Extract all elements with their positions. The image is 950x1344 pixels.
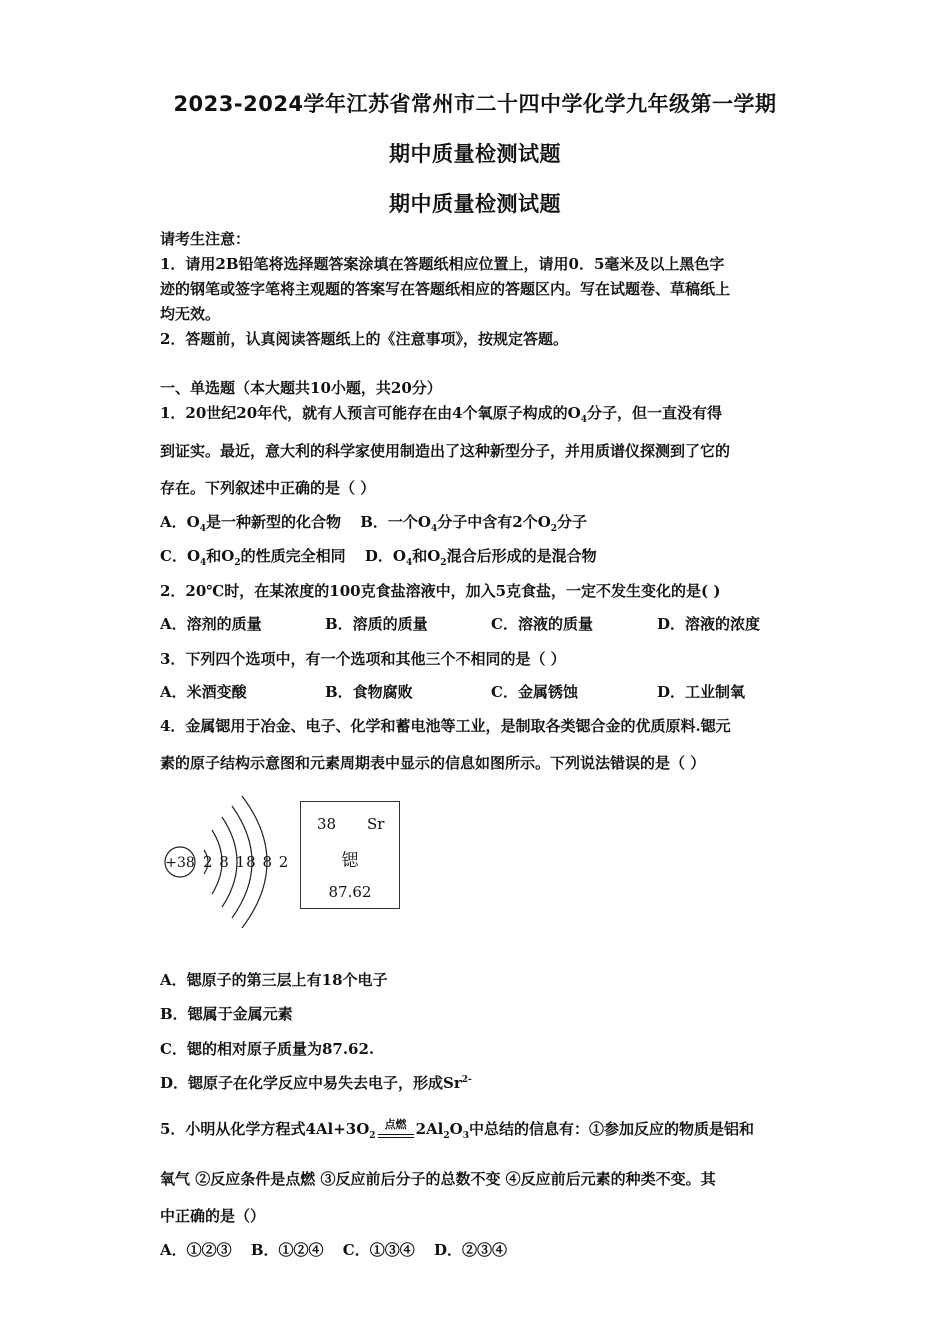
periodic-table-cell-strontium	[300, 801, 400, 909]
q4-option-b: B．锶属于金属元素	[160, 1005, 293, 1023]
section-heading: 一、单选题（本大题共10小题，共20分）	[160, 379, 442, 397]
exam-title-line3: 期中质量检测试题	[389, 192, 561, 216]
notice-item1-line2: 迹的钢笔或签字笔将主观题的答案写在答题纸相应的答题区内。写在试题卷、草稿纸上	[160, 280, 731, 298]
q1-option-c: C．$O_4$和$O_2$的性质完全相同	[160, 547, 346, 568]
q2-option-c: C．溶液的质量	[491, 615, 593, 633]
notice-item1-line3: 均无效。	[160, 305, 221, 323]
q1-option-b: B．一个$O_4$分子中含有2个$O_2$分子	[360, 513, 588, 534]
q3-option-c: C．金属锈蚀	[491, 683, 578, 701]
q5-stem-line3: 中正确的是（）	[160, 1207, 266, 1225]
q5-stem-line1: 5．小明从化学方程式$4Al+3O_2$ 点燃 $2Al_2O_3$中总结的信息有：①参加反应的物质是铝和	[160, 1117, 754, 1141]
nucleus-charge: +38	[165, 855, 195, 871]
q1-stem-line2: 到证实。最近，意大利的科学家使用制造出了这种新型分子，并用质谱仪探测到了它的	[160, 442, 731, 460]
q5-options	[160, 1239, 507, 1260]
element-symbol: Sr	[367, 815, 385, 833]
reaction-condition: 点燃	[384, 1117, 407, 1131]
q1-options-cd	[160, 545, 597, 568]
q5-option-d: D．②③④	[433, 1241, 507, 1259]
exam-title-line1: 2023-2024学年江苏省常州市二十四中学化学九年级第一学期	[173, 92, 777, 116]
q1-option-a: A．$O_4$是一种新型的化合物	[160, 513, 341, 534]
q4-option-d: D．锶原子在化学反应中易失去电子，形成$Sr^{2-}$	[160, 1074, 472, 1092]
q1-options-ab	[160, 511, 587, 534]
atomic-mass: 87.62	[328, 883, 372, 901]
q1-stem-line1: 1．20世纪20年代，就有人预言可能存在由4个氧原子构成的$O_4$分子，但一直没有得	[160, 404, 722, 425]
q3-stem: 3．下列四个选项中，有一个选项和其他三个不相同的是（ ）	[160, 650, 566, 668]
notice-item1-line1: 1．请用2B铅笔将选择题答案涂填在答题纸相应位置上，请用0．5毫米及以上黑色字	[160, 255, 725, 273]
q1-option-d: D．$O_4$和$O_2$混合后形成的是混合物	[364, 547, 597, 568]
notice-heading: 请考生注意：	[160, 230, 251, 248]
q5-option-c: C．①③④	[342, 1241, 415, 1259]
q1-stem-line3: 存在。下列叙述中正确的是（ ）	[160, 479, 376, 497]
q2-option-a: A．溶剂的质量	[160, 615, 262, 633]
notice-item2: 2．答题前，认真阅读答题纸上的《注意事项》，按规定答题。	[160, 330, 568, 348]
q3-option-b: B．食物腐败	[325, 683, 413, 701]
q2-option-d: D．溶液的浓度	[657, 615, 761, 633]
q2-option-b: B．溶质的质量	[325, 615, 428, 633]
atomic-number: 38	[317, 815, 337, 833]
q5-stem-line2: 氧气 ②反应条件是点燃 ③反应前后分子的总数不变 ④反应前后元素的种类不变。其	[160, 1170, 716, 1188]
element-name: 锶	[341, 851, 359, 871]
q4-stem-line2: 素的原子结构示意图和元素周期表中显示的信息如图所示。下列说法错误的是（ ）	[160, 754, 706, 772]
q5-option-b: B．①②④	[250, 1241, 324, 1259]
q4-stem-line1: 4．金属锶用于冶金、电子、化学和蓄电池等工业，是制取各类锶合金的优质原料.锶元	[160, 717, 731, 735]
q4-option-c: C．锶的相对原子质量为87.62.	[160, 1040, 375, 1058]
exam-title-line2: 期中质量检测试题	[389, 142, 561, 166]
q3-option-d: D．工业制氧	[657, 683, 746, 701]
q5-option-a: A．①②③	[160, 1241, 232, 1259]
electron-counts: 2 8 18 8 2	[203, 853, 290, 871]
reaction-condition-arrow	[378, 1117, 414, 1138]
q3-option-a: A．米酒变酸	[160, 683, 247, 701]
q2-stem: 2．20℃时，在某浓度的100克食盐溶液中，加入5克食盐，一定不发生变化的是( )	[160, 582, 721, 600]
q4-option-a: A．锶原子的第三层上有18个电子	[160, 971, 388, 989]
